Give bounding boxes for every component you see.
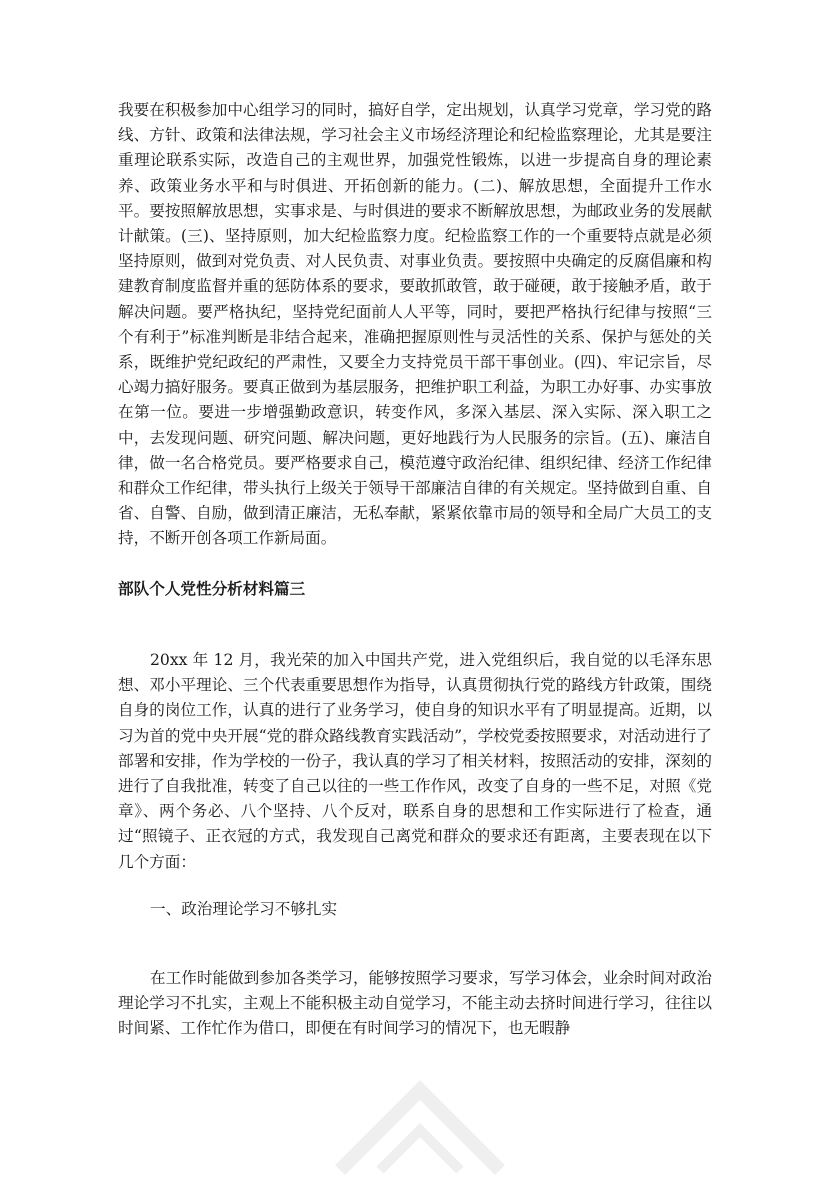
body-paragraph-3: 在工作时能做到参加各类学习，能够按照学习要求，写学习体会，业余时间对政治理论学习不扎实，主观上不能积极主动自觉学习，不能主动去挤时间进行学习，往往以时间紧、工作忙作为借口，即便在有时间学习的情况下，也无暇静 [118, 969, 712, 1038]
watermark-logo-icon [300, 1060, 540, 1180]
section-heading: 部队个人党性分析材料篇三 [118, 579, 306, 598]
body-paragraph-2: 20xx 年 12 月，我光荣的加入中国共产党，进入党组织后，我自觉的以毛泽东思想、邓小平理论、三个代表重要思想作为指导，认真贯彻执行党的路线方针政策，围绕自身的岗位工作，认真的进行了业务学习，使自身的知识水平有了明显提高。近期，以习为首的党中央开展“党的群众路线教育实践活动”，学校党委按照要求，对活动进行了部署和安排，作为学校的一份子，我认真的学习了相关材料，按照活动的安排，深刻的进行了自我批准，转变了自己以往的一些工作作风，改变了自身的一些不足，对照《党章》、两个务必、八个坚持、八个反对，联系自身的思想和工作实际进行了检查，通过“照镜子、正衣冠的方式，我发现自己离党和群众的要求还有距离，主要表现在以下几个方面： [118, 651, 712, 871]
body-paragraph-1: 我要在积极参加中心组学习的同时，搞好自学，定出规划，认真学习党章，学习党的路线、方针、政策和法律法规，学习社会主义市场经济理论和纪检监察理论，尤其是要注重理论联系实际，改造自己的主观世界，加强党性锻炼，以进一步提高自身的理论素养、政策业务水平和与时俱进、开拓创新的能力。(二)、解放思想，全面提升工作水平。要按照解放思想，实事求是、与时俱进的要求不断解放思想，为邮政业务的发展献计献策。(三)、坚持原则，加大纪检监察力度。纪检监察工作的一个重要特点就是必须坚持原则，做到对党负责、对人民负责、对事业负责。要按照中央确定的反腐倡廉和构建教育制度监督并重的惩防体系的要求，要敢抓敢管，敢于碰硬，敢于接触矛盾，敢于解决问题。要严格执纪，坚持党纪面前人人平等，同时，要把严格执行纪律与按照“三个有利于”标准判断是非结合起来，准确把握原则性与灵活性的关系、保护与惩处的关系，既维护党纪政纪的严肃性，又要全力支持党员干部干事创业。(四)、牢记宗旨，尽心竭力搞好服务。要真正做到为基层服务，把维护职工利益，为职工办好事、办实事放在第一位。要进一步增强勤政意识，转变作风，多深入基层、深入实际、深入职工之中，去发现问题、研究问题、解决问题，更好地践行为人民服务的宗旨。(五)、廉洁自律，做一名合格党员。要严格要求自己，模范遵守政治纪律、组织纪律、经济工作纪律和群众工作纪律，带头执行上级关于领导干部廉洁自律的有关规定。坚持做到自重、自省、自警、自励，做到清正廉洁，无私奉献，紧紧依靠市局的领导和全局广大员工的支持，不断开创各项工作新局面。 [118, 101, 712, 548]
sub-heading: 一、政治理论学习不够扎实 [150, 900, 338, 918]
